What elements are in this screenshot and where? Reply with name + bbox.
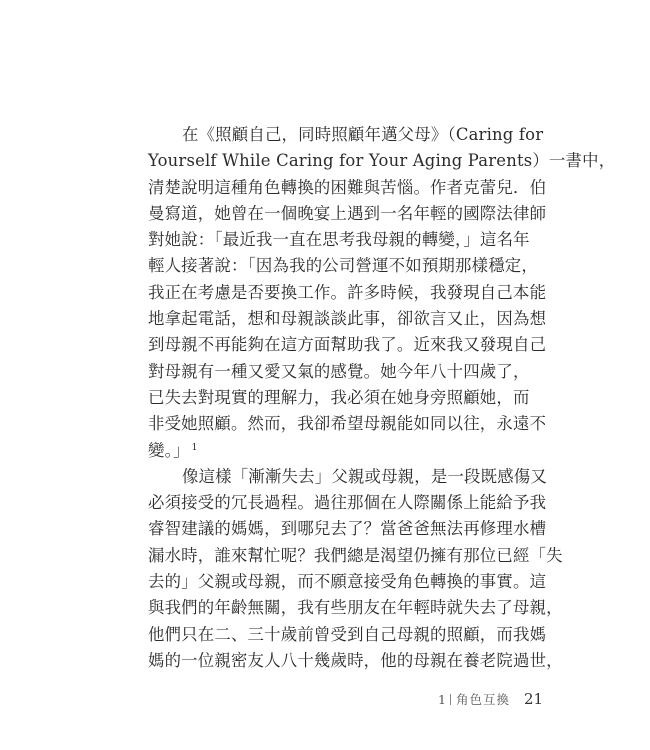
text-line: 像這樣「漸漸失去」父親或母親，是一段既感傷又 [182, 466, 547, 486]
text-line: 與我們的年齡無關，我有些朋友在年輕時就失去了母親， [148, 598, 563, 618]
text-line: 去的」父親或母親，而不願意接受角色轉換的事實。這 [148, 572, 547, 592]
text-line: 輕人接著說：「因為我的公司營運不如預期那樣穩定， [148, 256, 538, 276]
footnote-reference[interactable]: 1 [191, 442, 198, 453]
text-line-content: 變。」 [148, 440, 190, 460]
text-line: 在《照顧自己，同時照顧年邁父母》（Caring for [182, 125, 544, 144]
text-line: Yourself While Caring for Your Aging Parents）一書中， [148, 151, 616, 171]
text-line: 對她說：「最近我一直在思考我母親的轉變，」這名年 [148, 230, 530, 250]
paragraph-2 [148, 464, 563, 674]
text-line: 非受她照顧。然而，我卻希望母親能如同以往，永遠不 [148, 414, 547, 434]
text-line: 已失去對現實的理解力，我必須在她身旁照顧她，而 [148, 387, 530, 407]
text-line: 地拿起電話，想和母親談談此事，卻欲言又止，因為想 [148, 309, 547, 329]
text-line: 清楚說明這種角色轉換的困難與苦惱。作者克蕾兒．伯 [148, 177, 547, 197]
text-line: 他們只在二、三十歲前曾受到自己母親的照顧，而我媽 [148, 624, 547, 644]
text-line [148, 438, 508, 464]
chapter-number: 1 [438, 692, 447, 707]
text-line: 對母親有一種又愛又氣的感覺。她今年八十四歲了， [148, 361, 530, 381]
page-number: 21 [523, 690, 544, 708]
text-line: 漏水時，誰來幫忙呢？我們總是渴望仍擁有那位已經「失 [148, 545, 563, 565]
text-line: 我正在考慮是否要換工作。許多時候，我發現自己本能 [148, 282, 547, 302]
footer-divider [450, 694, 451, 705]
paragraph-1 [148, 122, 616, 464]
text-line: 媽的一位親密友人八十幾歲時，他的母親在養老院過世， [148, 650, 563, 670]
text-line: 曼寫道，她曾在一個晚宴上遇到一名年輕的國際法律師 [148, 203, 547, 223]
page-body [148, 122, 616, 674]
text-line: 到母親不再能夠在這方面幫助我了。近來我又發現自己 [148, 335, 547, 355]
running-footer [438, 690, 543, 708]
chapter-title: 角色互換 [455, 692, 510, 707]
text-line: 睿智建議的媽媽，到哪兒去了？當爸爸無法再修理水槽 [148, 519, 547, 539]
text-line: 必須接受的冗長過程。過往那個在人際關係上能給予我 [148, 493, 547, 513]
